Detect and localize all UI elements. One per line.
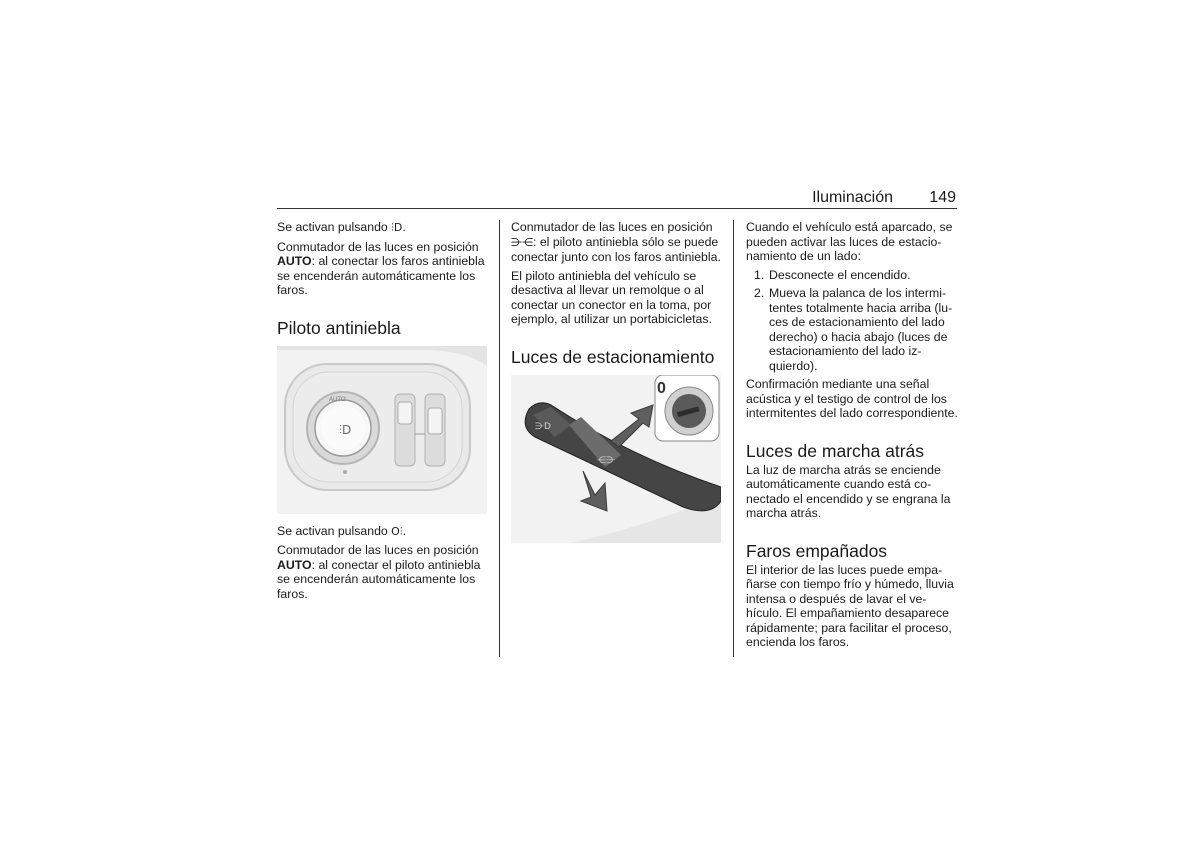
column-divider (499, 220, 500, 657)
paragraph: Conmutador de las luces en posición ⋺⋲: el piloto antiniebla sólo se puede conectar junto con los faros antiniebla. (511, 220, 721, 264)
steps-list (746, 268, 958, 374)
paragraph: Cuando el vehículo está aparcado, se pueden activar las luces de estacionamiento de un lado: (746, 220, 953, 263)
header-rule (277, 208, 957, 209)
heading-luces-estacionamiento: Luces de estacionamiento (511, 346, 715, 367)
paragraph: Conmutador de las luces en posición AUTO: al conectar los faros antiniebla se encenderán automáticamente los faros. (277, 239, 485, 297)
paragraph: La luz de marcha atrás se enciende automáticamente cuando está conectado el encendido y se engrana la marcha atrás. (746, 462, 951, 520)
column-1 (277, 220, 489, 605)
list-item: 1. Desconecte el encendido. (754, 267, 911, 282)
turn-signal-lever-figure (511, 375, 721, 543)
svg-text:⫶D: ⫶D (339, 422, 352, 437)
paragraph: Conmutador de las luces en posición AUTO: al conectar el piloto antiniebla se encenderán automáticamente los faros. (277, 543, 481, 601)
front-fog-light-icon: ⫶D (391, 221, 403, 234)
paragraph: El piloto antiniebla del vehículo se desactiva al llevar un remolque o al conectar un conector en la toma, por ejemplo, al utilizar un portabicicletas. (511, 268, 712, 326)
column-3 (746, 220, 958, 654)
heading-faros-empanados: Faros empañados (746, 540, 888, 561)
paragraph: Se activan pulsando ⫶D. (277, 220, 406, 234)
position-zero-label: 0 (657, 379, 666, 397)
paragraph: Confirmación mediante una señal acústica y el testigo de control de los intermitentes del lado correspondiente. (746, 377, 958, 420)
paragraph: El interior de las luces puede empañarse con tiempo frío y húmedo, lluvia intensa o después de lavar el vehículo. El empañamiento desaparece rápidamente; para facilitar el proceso, encienda los faros. (746, 562, 954, 649)
section-title: Iluminación (812, 189, 893, 206)
heading-piloto-antiniebla: Piloto antiniebla (277, 317, 401, 338)
light-switch-figure (277, 346, 487, 514)
page-header (277, 188, 957, 208)
page-number: 149 (929, 189, 956, 206)
svg-text:⋲⋺: ⋲⋺ (597, 455, 615, 466)
sidelight-icon: ⋺⋲ (511, 235, 533, 249)
auto-label: AUTO (329, 396, 346, 403)
svg-text:⋺D: ⋺D (535, 421, 551, 432)
column-2 (511, 220, 723, 543)
column-divider (733, 220, 734, 657)
rear-fog-light-icon: O⫶ (391, 524, 403, 538)
heading-marcha-atras: Luces de marcha atrás (746, 440, 925, 461)
list-item: 2. Mueva la palanca de los intermitentes totalmente hacia arriba (luces de estacionamiento del lado derecho) o hacia abajo (luces de estacionamiento del lado izquierdo). (754, 286, 953, 373)
paragraph: Se activan pulsando O⫶. (277, 523, 407, 538)
